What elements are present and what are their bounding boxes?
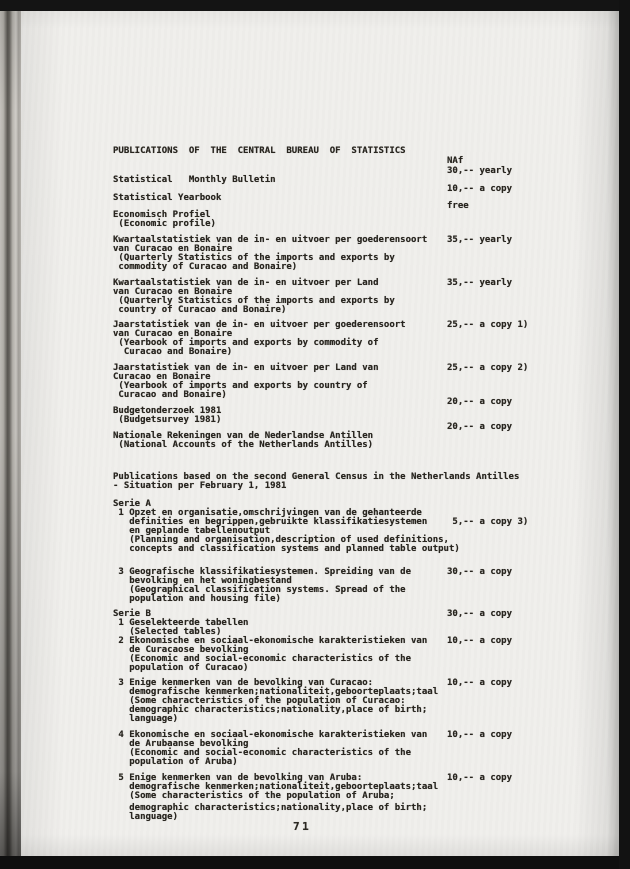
text-line (113, 407, 613, 425)
text-line (113, 245, 613, 263)
line-text: 2 Ekonomische en sociaal-ekonomische karakteristieken van (113, 636, 428, 646)
text-line (113, 749, 613, 767)
line-text: Curacao and Bonaire) (113, 347, 233, 357)
price-value: 35,-- yearly (447, 235, 513, 245)
page-number: 71 (293, 820, 312, 833)
line-text: population of Aruba) (113, 757, 238, 767)
line-text: commodity of Curacao and Bonaire) (113, 262, 298, 272)
line-text: Curacao en Bonaire (113, 372, 211, 382)
line-text: language) (113, 714, 179, 724)
line-text: Kwartaalstatistiek van de in- en uitvoer per goederensoort (113, 235, 428, 245)
text-line (113, 740, 613, 758)
line-text: demographic characteristics;nationality,place of birth; (113, 705, 428, 715)
line-text: Publications based on the second General Census in the Netherlands Antilles (113, 472, 520, 482)
line-text: Nationale Rekeningen van de Nederlandse Antillen (113, 431, 374, 441)
line-text: (Planning and organisation,description of used definitions, (113, 535, 449, 545)
line-text: demografische kenmerken;nationaliteit,geboorteplaats;taal (113, 687, 439, 697)
price-value: 25,-- a copy 2) (447, 363, 529, 373)
line-text: definities en begrippen,gebruikte klassifikatiesystemen (113, 517, 428, 527)
line-text: population of Curacao) (113, 663, 249, 673)
price-value: 20,-- a copy (447, 397, 513, 407)
scan-border-top (0, 0, 630, 11)
serie-a-item-1 (113, 491, 613, 554)
text-line (113, 330, 613, 348)
line-text: (Yearbook of imports and exports by country of (113, 381, 368, 391)
line-text: (Yearbook of imports and exports by commodity of (113, 338, 379, 348)
text-line (113, 363, 613, 382)
text-line (113, 527, 613, 545)
line-text: demographic characteristics;nationality,place of birth; (113, 803, 428, 813)
scan-border-bottom (0, 856, 630, 869)
line-text: en geplande tabellenoutput (113, 526, 271, 536)
line-text: van Curacao en Bonaire (113, 287, 233, 297)
line-text: (Some characteristics of the population of Aruba; (113, 791, 395, 801)
line-text: (Quarterly Statistics of the imports and exports by (113, 296, 395, 306)
text-line (113, 804, 613, 822)
line-text: country of Curacao and Bonaire) (113, 305, 287, 315)
text-line (113, 517, 613, 536)
serie-a-item-3 (113, 559, 613, 604)
text-line (113, 211, 613, 229)
line-text: (Economic and social-economic characteristics of the (113, 654, 412, 664)
price-value: 20,-- a copy (447, 422, 513, 432)
text-line (113, 697, 613, 715)
line-text: 5 Enige kenmerken van de bevolking van Aruba: (113, 773, 363, 783)
text-line (113, 783, 613, 801)
text-line (113, 706, 613, 724)
text-line (113, 157, 613, 166)
line-text: (Quarterly Statistics of the imports and exports by (113, 253, 395, 263)
text-line (113, 688, 613, 706)
line-text: (Economic and social-economic characteristics of the (113, 748, 412, 758)
text-line (113, 730, 613, 749)
price-value: 30,-- a copy (447, 609, 513, 619)
price-value: 10,-- a copy (447, 184, 513, 194)
text-line (113, 166, 613, 185)
line-text: population and housing file) (113, 594, 281, 604)
serie-b-items-1-2 (113, 601, 613, 673)
text-line (113, 235, 613, 254)
line-text: de Curacaose bevolking (113, 645, 249, 655)
line-text: Serie B (113, 609, 151, 619)
line-text: (National Accounts of the Netherlands Antilles) (113, 440, 374, 450)
line-text: language) (113, 812, 179, 822)
line-text: (Economic profile) (113, 219, 216, 229)
text-line (113, 473, 613, 491)
text-line (113, 397, 613, 416)
price-value: free (447, 201, 469, 211)
line-text: Serie A (113, 499, 151, 509)
price-value: 35,-- yearly (447, 278, 513, 288)
line-text: Economisch Profiel (113, 210, 211, 220)
serie-b-item-3 (113, 670, 613, 724)
text-line (113, 138, 613, 156)
text-line (113, 586, 613, 604)
pub-jaarstatistiek-land (113, 355, 613, 400)
price-value: 30,-- a copy (447, 567, 513, 577)
price-value: 30,-- yearly (447, 166, 513, 176)
text-line (113, 382, 613, 400)
price-value: 10,-- a copy (447, 773, 513, 783)
pub-budgetonderzoek (113, 397, 613, 425)
text-line (113, 373, 613, 391)
serie-b-item-4 (113, 722, 613, 767)
text-line (113, 491, 613, 509)
text-line (113, 288, 613, 306)
text-line (113, 636, 613, 655)
line-text: van Curacao en Bonaire (113, 329, 233, 339)
line-text: 1 Geselekteerde tabellen (113, 618, 249, 628)
text-line (113, 254, 613, 272)
text-line (113, 422, 613, 441)
text-line (113, 184, 613, 203)
line-text: Statistical Monthly Bulletin (113, 175, 276, 185)
text-line (113, 432, 613, 450)
scan-border-right (619, 0, 630, 869)
currency-column-header (113, 157, 613, 166)
line-text: (Geographical classification systems. Spread of the (113, 585, 406, 595)
line-text: 3 Enige kenmerken van de bevolking van Curacao: (113, 678, 374, 688)
line-text: demografische kenmerken;nationaliteit,geboorteplaats;taal (113, 782, 439, 792)
text-line (113, 655, 613, 673)
price-value: 10,-- a copy (447, 730, 513, 740)
text-line (113, 795, 613, 813)
document-title (113, 138, 613, 156)
price-value: 25,-- a copy 1) (447, 320, 529, 330)
text-line (113, 678, 613, 697)
line-text: Budgetonderzoek 1981 (113, 406, 222, 416)
text-line (113, 500, 613, 518)
text-line (113, 297, 613, 315)
line-text: Statistical Yearbook (113, 193, 222, 203)
line-text: Curacao and Bonaire) (113, 390, 227, 400)
line-text: (Selected tables) (113, 627, 222, 637)
line-text: 1 Opzet en organisatie,omschrijvingen van de gehanteerde (113, 508, 422, 518)
line-text: - Situation per February 1, 1981 (113, 481, 287, 491)
text-line (113, 577, 613, 595)
price-value: 10,-- a copy (447, 636, 513, 646)
pub-nationale-rekeningen (113, 422, 613, 450)
text-line (113, 339, 613, 357)
pub-statistical-yearbook (113, 184, 613, 203)
pub-kwartaalstatistiek-goederensoort (113, 227, 613, 272)
pub-statistical-monthly-bulletin (113, 166, 613, 185)
text-line (113, 567, 613, 586)
line-text: Jaarstatistiek van de in- en uitvoer per goederensoort (113, 320, 406, 330)
text-line (113, 201, 613, 220)
line-text: de Arubaanse bevolking (113, 739, 249, 749)
pub-economisch-profiel (113, 201, 613, 229)
line-text: (Budgetsurvey 1981) (113, 415, 222, 425)
line-text: 4 Ekonomische en sociaal-ekonomische karakteristieken van (113, 730, 428, 740)
text-line (113, 464, 613, 482)
price-value: 10,-- a copy (447, 678, 513, 688)
line-text: (Some characteristics of the population of Curacao: (113, 696, 406, 706)
census-section-heading (113, 464, 613, 491)
text-line (113, 619, 613, 637)
line-text: van Curacao en Bonaire (113, 244, 233, 254)
text-line (113, 773, 613, 792)
line-text: Kwartaalstatistiek van de in- en uitvoer per Land (113, 278, 379, 288)
pub-kwartaalstatistiek-land (113, 270, 613, 315)
line-text: 3 Geografische klassifikatiesystemen. Spreiding van de (113, 567, 412, 577)
price-value: NAf (447, 156, 464, 166)
book-binding-page-edges (0, 11, 21, 856)
price-value: 5,-- a copy 3) (447, 517, 529, 527)
text-line (113, 646, 613, 664)
pub-jaarstatistiek-goederensoort (113, 312, 613, 357)
line-text: PUBLICATIONS OF THE CENTRAL BUREAU OF STATISTICS (113, 146, 406, 156)
text-line (113, 609, 613, 628)
text-line (113, 320, 613, 339)
text-line (113, 536, 613, 554)
line-text: Jaarstatistiek van de in- en uitvoer per Land van (113, 363, 379, 373)
text-line (113, 278, 613, 297)
line-text: bevolking en het woningbestand (113, 576, 292, 586)
line-text: concepts and classification systems and planned table output) (113, 544, 460, 554)
serie-b-item-5 (113, 765, 613, 822)
